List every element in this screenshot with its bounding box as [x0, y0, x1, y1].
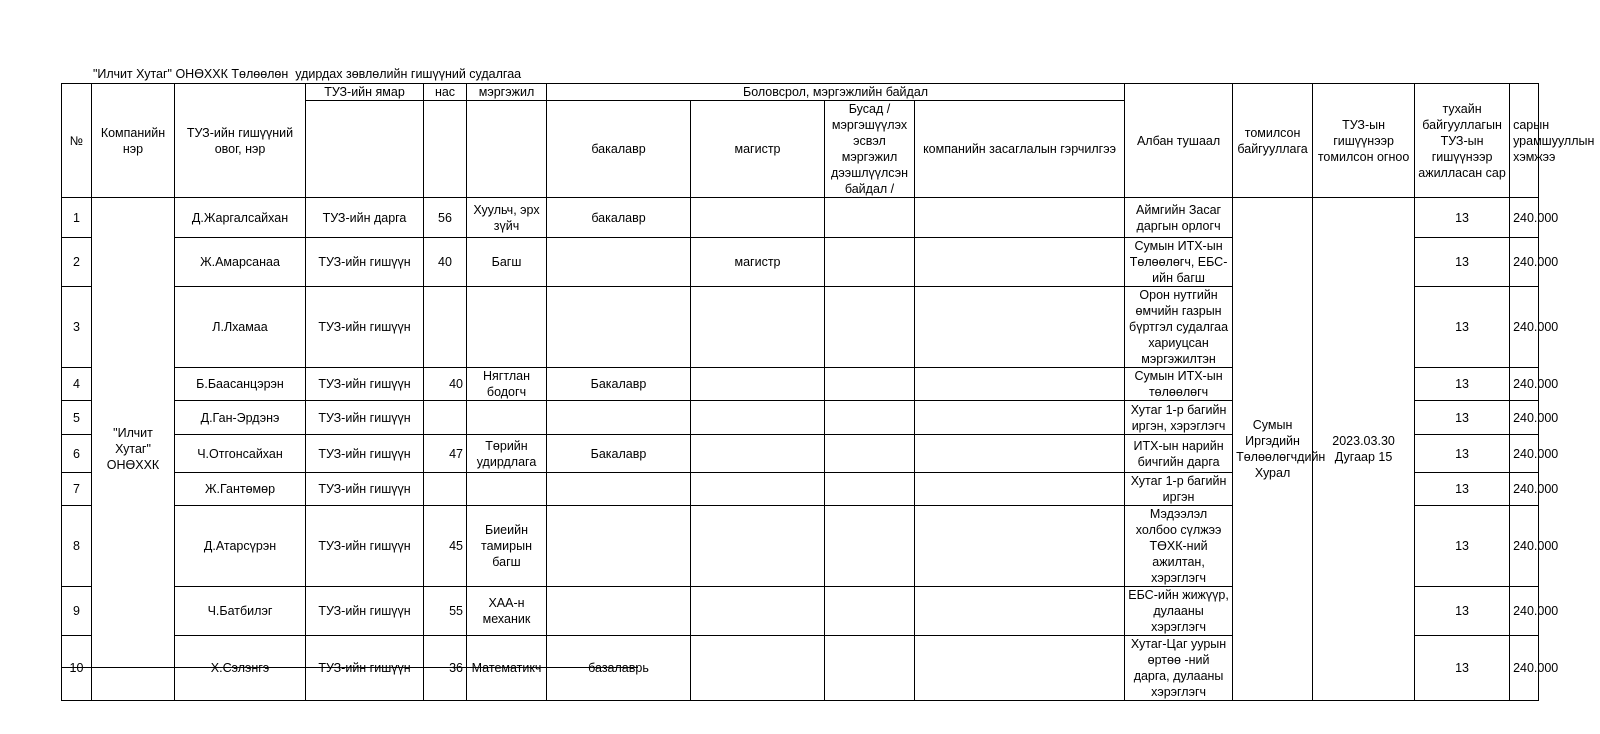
row-tuz: ТУЗ-ийн гишүүн [306, 401, 424, 435]
row-master [691, 636, 825, 701]
appoint-date-cell: 2023.03.30 Дугаар 15 [1313, 198, 1415, 701]
row-name: Х.Сэлэнгэ [175, 636, 306, 701]
row-age: 47 [424, 435, 467, 473]
row-other [825, 473, 915, 506]
row-position: Аймгийн Засаг даргын орлогч [1125, 198, 1233, 238]
row-governance-cert [915, 473, 1125, 506]
row-profession: Багш [467, 238, 547, 287]
header-num: № [62, 84, 92, 198]
appointing-org-cell: Сумын Иргэдийн Төлөөлөгчдийн Хурал [1233, 198, 1313, 701]
row-position: Орон нутгийн өмчийн газрын бүртгэл судалгаа хариуцсан мэргэжилтэн [1125, 287, 1233, 368]
row-governance-cert [915, 435, 1125, 473]
header-monthly-bonus: сарын урамшууллын хэмжээ [1510, 84, 1539, 198]
row-other [825, 636, 915, 701]
row-num: 3 [62, 287, 92, 368]
row-position: Хутаг 1-р багийн иргэн [1125, 473, 1233, 506]
row-profession: Нягтлан бодогч [467, 368, 547, 401]
row-master [691, 435, 825, 473]
row-bonus: 240.000 [1510, 473, 1539, 506]
row-num: 5 [62, 401, 92, 435]
row-master [691, 473, 825, 506]
header-position: Албан тушаал [1125, 84, 1233, 198]
row-governance-cert [915, 401, 1125, 435]
row-tuz: ТУЗ-ийн гишүүн [306, 587, 424, 636]
header-master: магистр [691, 101, 825, 198]
row-master [691, 287, 825, 368]
row-tuz: ТУЗ-ийн гишүүн [306, 368, 424, 401]
row-age: 56 [424, 198, 467, 238]
header-member-name: ТУЗ-ийн гишүүний овог, нэр [175, 84, 306, 198]
row-name: Б.Баасанцэрэн [175, 368, 306, 401]
row-profession [467, 401, 547, 435]
row-num: 2 [62, 238, 92, 287]
row-name: Ж.Гантөмөр [175, 473, 306, 506]
member-survey-table [61, 83, 1595, 701]
row-months: 13 [1415, 636, 1510, 701]
row-bonus: 240.000 [1510, 506, 1539, 587]
header-education-group: Боловсрол, мэргэжлийн байдал [547, 84, 1125, 101]
row-months: 13 [1415, 198, 1510, 238]
header-governance-cert: компанийн засаглалын гэрчилгээ [915, 101, 1125, 198]
row-age [424, 401, 467, 435]
row-age: 55 [424, 587, 467, 636]
row-profession [467, 473, 547, 506]
row-position: Хутаг-Цаг уурын өртөө -ний дарга, дулааны хэрэглэгч [1125, 636, 1233, 701]
header-appoint-date: ТУЗ-ын гишүүнээр томилсон огноо [1313, 84, 1415, 198]
row-months: 13 [1415, 587, 1510, 636]
header-row-top [62, 84, 1539, 101]
row-position: Хутаг 1-р багийн иргэн, хэрэглэгч [1125, 401, 1233, 435]
header-profession: мэргэжил [467, 84, 547, 101]
row-position: Сумын ИТХ-ын төлөөлөгч [1125, 368, 1233, 401]
row-bachelor [547, 287, 691, 368]
row-num: 8 [62, 506, 92, 587]
row-age: 40 [424, 368, 467, 401]
row-num: 4 [62, 368, 92, 401]
row-bachelor [547, 238, 691, 287]
row-bonus: 240.000 [1510, 587, 1539, 636]
row-num: 9 [62, 587, 92, 636]
row-bonus: 240.000 [1510, 198, 1539, 238]
company-name-cell: "Илчит Хутаг" ОНӨХХК [92, 198, 175, 701]
row-bonus: 240.000 [1510, 287, 1539, 368]
row-bonus: 240.000 [1510, 636, 1539, 701]
row-position: Сумын ИТХ-ын Төлөөлөгч, ЕБС-ийн багш [1125, 238, 1233, 287]
header-tuz-type-empty [306, 101, 424, 198]
row-tuz: ТУЗ-ийн дарга [306, 198, 424, 238]
row-months: 13 [1415, 287, 1510, 368]
row-age: 36 [424, 636, 467, 701]
row-months: 13 [1415, 401, 1510, 435]
row-months: 13 [1415, 473, 1510, 506]
row-profession: Математикч [467, 636, 547, 701]
row-bonus: 240.000 [1510, 368, 1539, 401]
row-months: 13 [1415, 368, 1510, 401]
row-bachelor [547, 401, 691, 435]
row-master [691, 506, 825, 587]
row-other [825, 287, 915, 368]
row-num: 1 [62, 198, 92, 238]
row-master [691, 198, 825, 238]
row-months: 13 [1415, 435, 1510, 473]
row-governance-cert [915, 636, 1125, 701]
row-other [825, 238, 915, 287]
row-bachelor [547, 473, 691, 506]
row-governance-cert [915, 506, 1125, 587]
row-bonus: 240.000 [1510, 238, 1539, 287]
row-name: Л.Лхамаа [175, 287, 306, 368]
row-tuz: ТУЗ-ийн гишүүн [306, 506, 424, 587]
row-age [424, 473, 467, 506]
row-master [691, 368, 825, 401]
header-months-worked: тухайн байгууллагын ТУЗ-ын гишүүнээр ажилласан сар [1415, 84, 1510, 198]
row-tuz: ТУЗ-ийн гишүүн [306, 473, 424, 506]
document-title: "Илчит Хутаг" ОНӨХХК Төлөөлөн удирдах зөвлөлийн гишүүний судалгаа [93, 67, 522, 81]
row-governance-cert [915, 287, 1125, 368]
header-profession-empty [467, 101, 547, 198]
row-name: Ч.Батбилэг [175, 587, 306, 636]
row-name: Ч.Отгонсайхан [175, 435, 306, 473]
row-other [825, 587, 915, 636]
row-profession: Биеийн тамирын багш [467, 506, 547, 587]
row-name: Ж.Амарсанаа [175, 238, 306, 287]
row-name: Д.Жаргалсайхан [175, 198, 306, 238]
row-months: 13 [1415, 506, 1510, 587]
row-governance-cert [915, 198, 1125, 238]
row-other [825, 401, 915, 435]
row-bachelor [547, 587, 691, 636]
row-bachelor: Бакалавр [547, 368, 691, 401]
row-tuz: ТУЗ-ийн гишүүн [306, 238, 424, 287]
row-num: 7 [62, 473, 92, 506]
row-age [424, 287, 467, 368]
row-tuz: ТУЗ-ийн гишүүн [306, 435, 424, 473]
header-company: Компанийн нэр [92, 84, 175, 198]
row-num: 6 [62, 435, 92, 473]
row-bonus: 240.000 [1510, 401, 1539, 435]
row-name: Д.Ган-Эрдэнэ [175, 401, 306, 435]
row-other [825, 435, 915, 473]
row-age: 40 [424, 238, 467, 287]
row-profession: Төрийн удирдлага [467, 435, 547, 473]
header-appointing-org: томилсон байгууллага [1233, 84, 1313, 198]
header-bachelor: бакалавр [547, 101, 691, 198]
row-tuz: ТУЗ-ийн гишүүн [306, 287, 424, 368]
row-bachelor: базалаврь [547, 636, 691, 701]
row-position: ИТХ-ын нарийн бичгийн дарга [1125, 435, 1233, 473]
row-bachelor: бакалавр [547, 198, 691, 238]
row-name: Д.Атарсүрэн [175, 506, 306, 587]
row-other [825, 506, 915, 587]
table-row [62, 198, 1539, 238]
row-other [825, 198, 915, 238]
signature-line [61, 667, 638, 668]
row-months: 13 [1415, 238, 1510, 287]
row-master [691, 401, 825, 435]
row-governance-cert [915, 587, 1125, 636]
row-master [691, 587, 825, 636]
row-other [825, 368, 915, 401]
row-governance-cert [915, 368, 1125, 401]
header-age-empty [424, 101, 467, 198]
row-num: 10 [62, 636, 92, 701]
header-age: нас [424, 84, 467, 101]
row-bonus: 240.000 [1510, 435, 1539, 473]
row-position: ЕБС-ийн жижүүр, дулааны хэрэглэгч [1125, 587, 1233, 636]
row-profession: ХАА-н механик [467, 587, 547, 636]
row-bachelor [547, 506, 691, 587]
row-tuz: ТУЗ-ийн гишүүн [306, 636, 424, 701]
row-bachelor: Бакалавр [547, 435, 691, 473]
row-profession [467, 287, 547, 368]
row-age: 45 [424, 506, 467, 587]
row-position: Мэдээлэл холбоо сүлжээ ТӨХК-ний ажилтан, хэрэглэгч [1125, 506, 1233, 587]
row-profession: Хуульч, эрх зүйч [467, 198, 547, 238]
header-tuz-type: ТУЗ-ийн ямар [306, 84, 424, 101]
row-master: магистр [691, 238, 825, 287]
header-other: Бусад /мэргэшүүлэх эсвэл мэргэжил дээшлүүлсэн байдал / [825, 101, 915, 198]
row-governance-cert [915, 238, 1125, 287]
